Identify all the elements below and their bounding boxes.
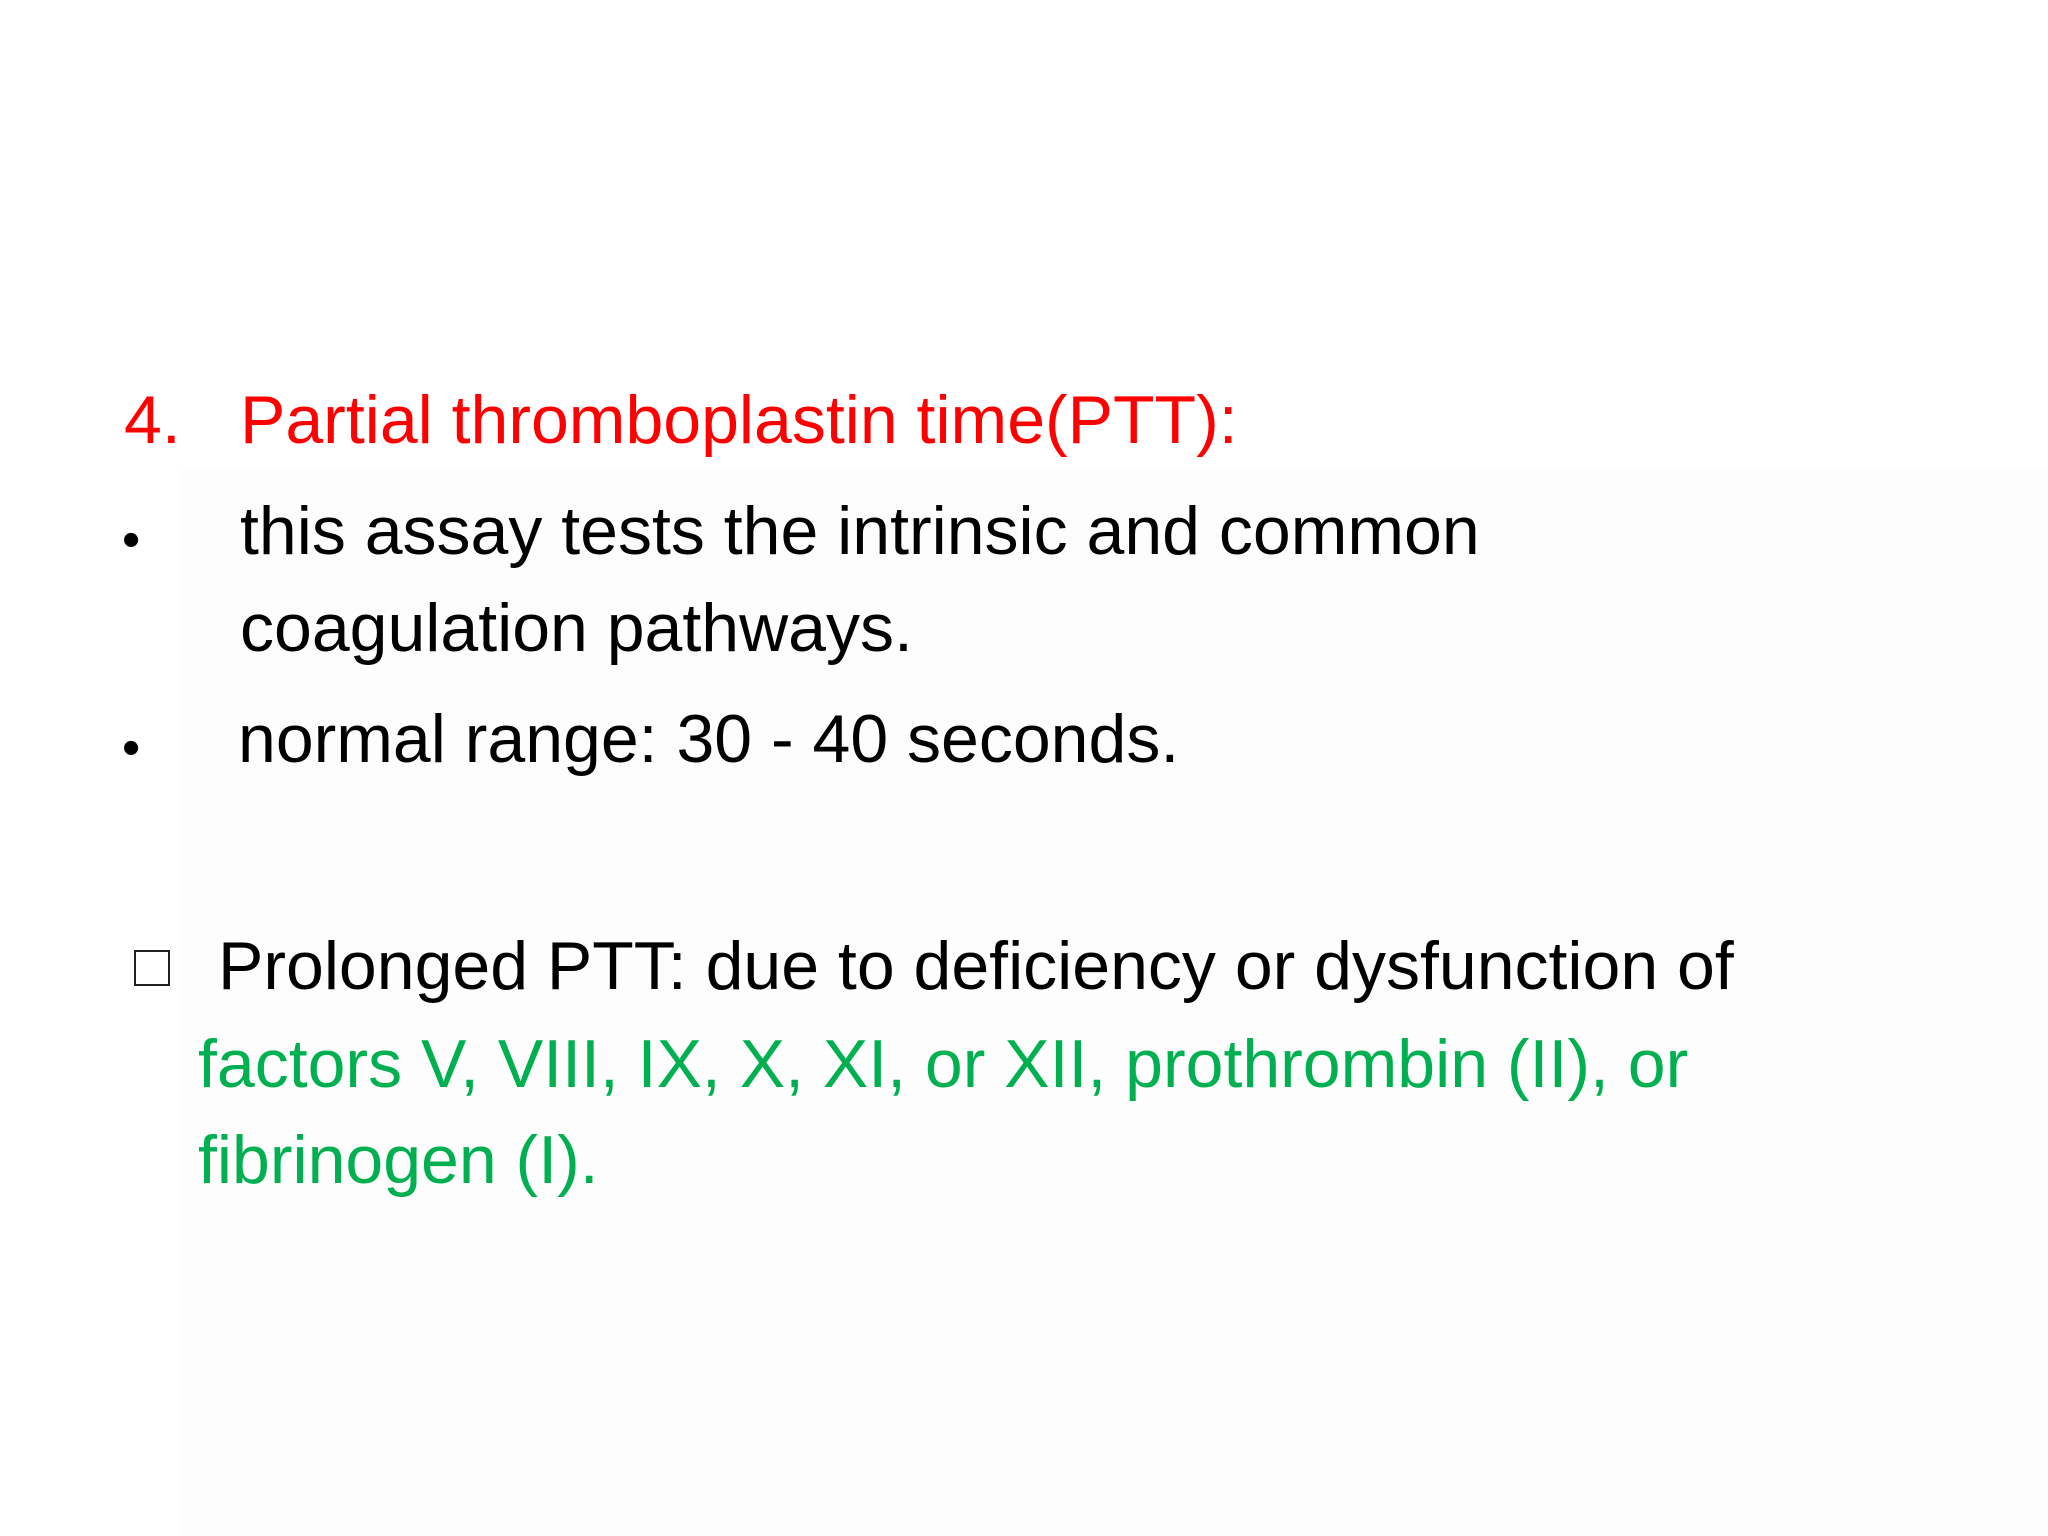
bullet-icon: • — [122, 719, 141, 777]
note-line-2: factors V, VIII, IX, X, XI, or XII, prothrombin (II), or — [198, 1026, 1689, 1102]
bullet-1-line-2: coagulation pathways. — [240, 590, 913, 666]
note-line-1: Prolonged PTT: due to deficiency or dysfunction of — [218, 928, 1734, 1004]
bullet-icon: • — [122, 511, 141, 569]
heading-text: Partial thromboplastin time(PTT): — [240, 382, 1238, 458]
bullet-1-line-1: this assay tests the intrinsic and common — [240, 493, 1480, 569]
note-line-3: fibrinogen (I). — [198, 1122, 599, 1198]
bullet-2-line-1: normal range: 30 - 40 seconds. — [238, 701, 1180, 777]
empty-box-icon — [134, 950, 170, 986]
heading-number: 4. — [124, 382, 181, 458]
